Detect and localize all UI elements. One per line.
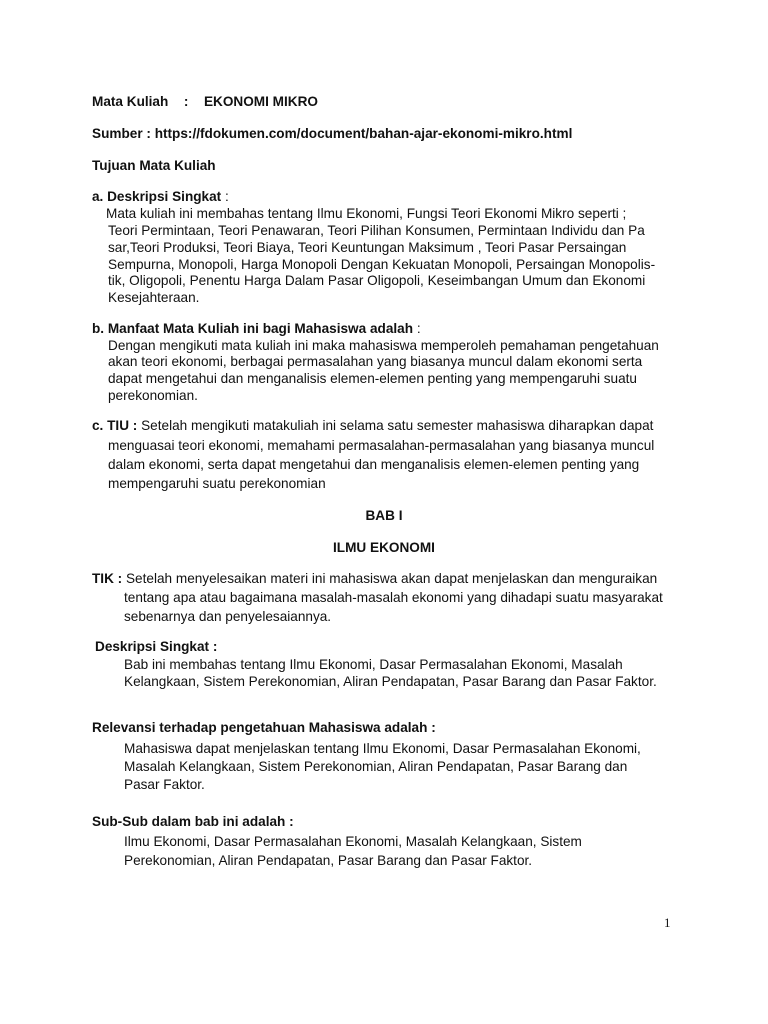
deskripsi-line: Bab ini membahas tentang Ilmu Ekonomi, Dasar Permasalahan Ekonomi, Masalah: [124, 657, 623, 672]
section-c-label: c. TIU :: [92, 418, 138, 433]
page-number: 1: [664, 915, 671, 930]
section-c-line: menguasai teori ekonomi, memahami permasalahan-permasalahan yang biasanya muncul: [108, 438, 655, 453]
deskripsi-heading: Deskripsi Singkat :: [95, 639, 218, 654]
mata-kuliah-value: EKONOMI MIKRO: [203, 94, 318, 109]
section-b-colon: :: [413, 321, 421, 336]
section-a-colon: :: [221, 189, 229, 204]
mata-kuliah-label: Mata Kuliah: [92, 94, 169, 109]
relevansi-line: Masalah Kelangkaan, Sistem Perekonomian, Aliran Pendapatan, Pasar Barang dan: [124, 759, 628, 774]
subsub-heading: Sub-Sub dalam bab ini adalah :: [92, 814, 294, 829]
relevansi-line: Mahasiswa dapat menjelaskan tentang Ilmu Ekonomi, Dasar Permasalahan Ekonomi,: [124, 741, 641, 756]
section-c-line: dalam ekonomi, serta dapat mengetahui dan menganalisis elemen-elemen penting yang: [108, 457, 640, 472]
mata-kuliah-sep: :: [183, 94, 189, 109]
deskripsi-line: Kelangkaan, Sistem Perekonomian, Aliran Pendapatan, Pasar Barang dan Pasar Faktor.: [124, 674, 657, 689]
tik-label: TIK :: [92, 571, 123, 586]
section-a-line: Sempurna, Monopoli, Harga Monopoli Dengan Kekuatan Monopoli, Persaingan Monopolis-: [108, 257, 656, 272]
tik-first-line: [92, 570, 657, 587]
tik-line: sebenarnya dan penyelesaiannya.: [124, 609, 332, 624]
sumber-label: Sumber :: [92, 126, 151, 141]
tujuan-heading: Tujuan Mata Kuliah: [92, 158, 216, 173]
section-b-line: akan teori ekonomi, berbagai permasalahan yang biasanya muncul dalam ekonomi serta: [108, 354, 643, 369]
section-c-line: mempengaruhi suatu perekonomian: [108, 476, 326, 491]
tik-line: Setelah menyelesaikan materi ini mahasiswa akan dapat menjelaskan dan menguraikan: [125, 571, 658, 586]
sumber-line: [92, 125, 572, 142]
section-b-line: Dengan mengikuti mata kuliah ini maka mahasiswa memperoleh pemahaman pengetahuan: [108, 338, 659, 353]
section-a-line: Mata kuliah ini membahas tentang Ilmu Ekonomi, Fungsi Teori Ekonomi Mikro seperti ;: [106, 206, 627, 221]
relevansi-line: Pasar Faktor.: [124, 777, 205, 792]
bab-title: ILMU EKONOMI: [333, 540, 435, 555]
section-a-line: sar,Teori Produksi, Teori Biaya, Teori Keuntungan Maksimum , Teori Pasar Persaingan: [108, 240, 627, 255]
section-a-line: tik, Oligopoli, Penentu Harga Dalam Pasar Oligopoli, Keseimbangan Umum dan Ekonomi: [108, 273, 646, 288]
section-c-line: Setelah mengikuti matakuliah ini selama satu semester mahasiswa diharapkan dapat: [141, 418, 654, 433]
section-b-heading: [92, 320, 421, 337]
section-a-line: Kesejahteraan.: [108, 290, 200, 305]
section-a-heading: [92, 188, 229, 205]
bab-number: BAB I: [365, 508, 403, 523]
relevansi-heading: Relevansi terhadap pengetahuan Mahasiswa adalah :: [92, 720, 436, 735]
mata-kuliah-line: [92, 93, 318, 110]
section-b-label: b. Manfaat Mata Kuliah ini bagi Mahasiswa adalah: [92, 321, 414, 336]
subsub-line: Ilmu Ekonomi, Dasar Permasalahan Ekonomi, Masalah Kelangkaan, Sistem: [124, 834, 582, 849]
section-b-line: perekonomian.: [108, 388, 198, 403]
tik-line: tentang apa atau bagaimana masalah-masalah ekonomi yang dihadapi suatu masyarakat: [124, 590, 663, 605]
section-b-line: dapat mengetahui dan menganalisis elemen-elemen penting yang mempengaruhi suatu: [108, 371, 637, 386]
section-a-line: Teori Permintaan, Teori Penawaran, Teori Pilihan Konsumen, Permintaan Individu dan Pa: [108, 223, 645, 238]
section-a-label: a. Deskripsi Singkat: [92, 189, 222, 204]
subsub-line: Perekonomian, Aliran Pendapatan, Pasar Barang dan Pasar Faktor.: [124, 853, 533, 868]
sumber-url: https://fdokumen.com/document/bahan-ajar-ekonomi-mikro.html: [154, 126, 573, 141]
section-c-first-line: [92, 417, 653, 434]
